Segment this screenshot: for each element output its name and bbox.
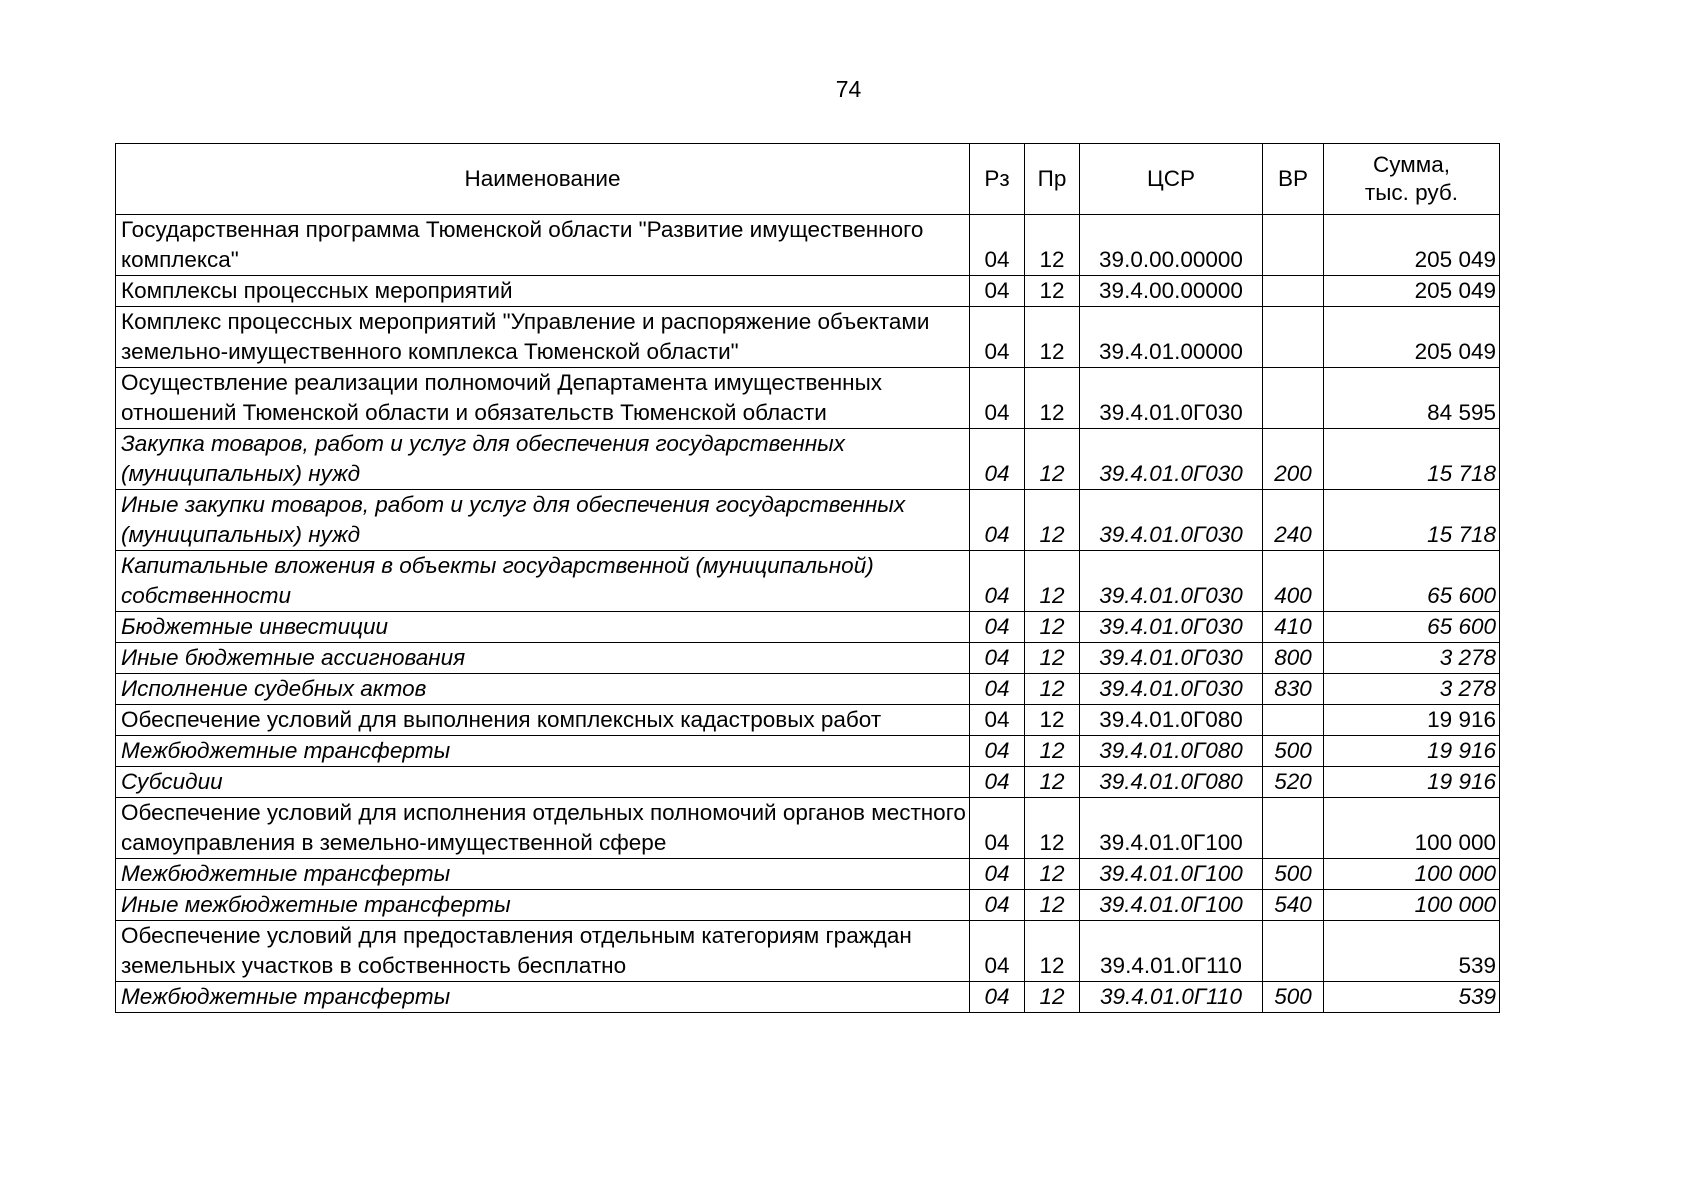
cell-name: Иные межбюджетные трансферты — [116, 890, 970, 921]
table-row — [116, 736, 1500, 767]
cell-sum: 84 595 — [1324, 368, 1500, 429]
cell-vr — [1263, 215, 1324, 276]
cell-name: Исполнение судебных актов — [116, 674, 970, 705]
cell-sum: 100 000 — [1324, 890, 1500, 921]
cell-name: Межбюджетные трансферты — [116, 982, 970, 1013]
cell-rz: 04 — [970, 612, 1025, 643]
cell-sum: 539 — [1324, 982, 1500, 1013]
table-row — [116, 307, 1500, 368]
cell-vr — [1263, 705, 1324, 736]
cell-pr: 12 — [1025, 612, 1080, 643]
cell-rz: 04 — [970, 307, 1025, 368]
cell-pr: 12 — [1025, 307, 1080, 368]
cell-csr: 39.4.01.0Г030 — [1080, 643, 1263, 674]
cell-rz: 04 — [970, 551, 1025, 612]
cell-csr: 39.4.01.0Г030 — [1080, 368, 1263, 429]
cell-csr: 39.4.00.00000 — [1080, 276, 1263, 307]
cell-name: Комплексы процессных мероприятий — [116, 276, 970, 307]
cell-csr: 39.4.01.0Г080 — [1080, 736, 1263, 767]
cell-csr: 39.4.01.0Г030 — [1080, 612, 1263, 643]
cell-rz: 04 — [970, 429, 1025, 490]
cell-rz: 04 — [970, 982, 1025, 1013]
cell-vr — [1263, 798, 1324, 859]
table-body — [116, 215, 1500, 1013]
cell-vr: 240 — [1263, 490, 1324, 551]
cell-rz: 04 — [970, 890, 1025, 921]
cell-vr: 540 — [1263, 890, 1324, 921]
header-csr: ЦСР — [1080, 144, 1263, 215]
cell-name: Обеспечение условий для выполнения комплексных кадастровых работ — [116, 705, 970, 736]
cell-csr: 39.4.01.0Г080 — [1080, 705, 1263, 736]
cell-name: Обеспечение условий для предоставления отдельным категориям граждан земельных участков в собственность бесплатно — [116, 921, 970, 982]
cell-pr: 12 — [1025, 736, 1080, 767]
cell-vr: 410 — [1263, 612, 1324, 643]
cell-name: Межбюджетные трансферты — [116, 736, 970, 767]
cell-sum: 539 — [1324, 921, 1500, 982]
cell-vr — [1263, 921, 1324, 982]
header-sum — [1324, 144, 1500, 215]
cell-rz: 04 — [970, 921, 1025, 982]
cell-rz: 04 — [970, 767, 1025, 798]
header-sum-line2: тыс. руб. — [1364, 180, 1459, 205]
cell-sum: 3 278 — [1324, 643, 1500, 674]
header-sum-line1: Сумма, — [1373, 152, 1450, 177]
cell-rz: 04 — [970, 368, 1025, 429]
cell-vr: 400 — [1263, 551, 1324, 612]
cell-rz: 04 — [970, 276, 1025, 307]
table-row — [116, 643, 1500, 674]
page-number: 74 — [835, 76, 862, 102]
table-row — [116, 798, 1500, 859]
cell-name: Обеспечение условий для исполнения отдельных полномочий органов местного самоуправления в земельно-имущественной сфере — [116, 798, 970, 859]
table-row — [116, 490, 1500, 551]
cell-csr: 39.4.01.0Г080 — [1080, 767, 1263, 798]
budget-table — [115, 143, 1500, 1013]
cell-sum: 100 000 — [1324, 798, 1500, 859]
cell-vr: 520 — [1263, 767, 1324, 798]
cell-pr: 12 — [1025, 767, 1080, 798]
cell-pr: 12 — [1025, 921, 1080, 982]
cell-vr — [1263, 307, 1324, 368]
cell-sum: 65 600 — [1324, 612, 1500, 643]
table-row — [116, 429, 1500, 490]
table-row — [116, 767, 1500, 798]
cell-rz: 04 — [970, 705, 1025, 736]
cell-pr: 12 — [1025, 705, 1080, 736]
cell-pr: 12 — [1025, 215, 1080, 276]
cell-csr: 39.4.01.0Г100 — [1080, 890, 1263, 921]
cell-name: Капитальные вложения в объекты государственной (муниципальной) собственности — [116, 551, 970, 612]
cell-sum: 19 916 — [1324, 705, 1500, 736]
cell-sum: 3 278 — [1324, 674, 1500, 705]
cell-pr: 12 — [1025, 490, 1080, 551]
cell-name: Комплекс процессных мероприятий "Управление и распоряжение объектами земельно-имущественного комплекса Тюменской области" — [116, 307, 970, 368]
cell-vr: 200 — [1263, 429, 1324, 490]
cell-name: Субсидии — [116, 767, 970, 798]
table-row — [116, 982, 1500, 1013]
cell-sum: 205 049 — [1324, 215, 1500, 276]
cell-rz: 04 — [970, 798, 1025, 859]
cell-rz: 04 — [970, 674, 1025, 705]
cell-name: Государственная программа Тюменской области "Развитие имущественного комплекса" — [116, 215, 970, 276]
table-row — [116, 674, 1500, 705]
table-row — [116, 705, 1500, 736]
cell-pr: 12 — [1025, 551, 1080, 612]
table-row — [116, 215, 1500, 276]
cell-pr: 12 — [1025, 429, 1080, 490]
cell-name: Иные бюджетные ассигнования — [116, 643, 970, 674]
cell-vr: 500 — [1263, 859, 1324, 890]
cell-vr: 830 — [1263, 674, 1324, 705]
cell-pr: 12 — [1025, 643, 1080, 674]
table-row — [116, 368, 1500, 429]
cell-csr: 39.4.01.0Г030 — [1080, 490, 1263, 551]
header-name: Наименование — [116, 144, 970, 215]
cell-csr: 39.4.01.0Г110 — [1080, 982, 1263, 1013]
table-header-row — [116, 144, 1500, 215]
cell-pr: 12 — [1025, 982, 1080, 1013]
cell-rz: 04 — [970, 736, 1025, 767]
cell-csr: 39.0.00.00000 — [1080, 215, 1263, 276]
cell-csr: 39.4.01.0Г100 — [1080, 859, 1263, 890]
cell-csr: 39.4.01.0Г110 — [1080, 921, 1263, 982]
cell-rz: 04 — [970, 643, 1025, 674]
cell-csr: 39.4.01.00000 — [1080, 307, 1263, 368]
cell-sum: 19 916 — [1324, 736, 1500, 767]
cell-sum: 205 049 — [1324, 307, 1500, 368]
table-row — [116, 276, 1500, 307]
table-row — [116, 612, 1500, 643]
cell-pr: 12 — [1025, 859, 1080, 890]
cell-name: Межбюджетные трансферты — [116, 859, 970, 890]
cell-pr: 12 — [1025, 674, 1080, 705]
cell-sum: 19 916 — [1324, 767, 1500, 798]
cell-csr: 39.4.01.0Г030 — [1080, 429, 1263, 490]
cell-rz: 04 — [970, 490, 1025, 551]
cell-rz: 04 — [970, 859, 1025, 890]
cell-name: Закупка товаров, работ и услуг для обеспечения государственных (муниципальных) нужд — [116, 429, 970, 490]
table-row — [116, 890, 1500, 921]
cell-rz: 04 — [970, 215, 1025, 276]
header-vr: ВР — [1263, 144, 1324, 215]
cell-pr: 12 — [1025, 890, 1080, 921]
cell-sum: 100 000 — [1324, 859, 1500, 890]
cell-vr — [1263, 276, 1324, 307]
cell-vr: 500 — [1263, 982, 1324, 1013]
cell-name: Осуществление реализации полномочий Департамента имущественных отношений Тюменской области и обязательств Тюменской области — [116, 368, 970, 429]
header-pr: Пр — [1025, 144, 1080, 215]
cell-vr — [1263, 368, 1324, 429]
table-row — [116, 921, 1500, 982]
cell-sum: 65 600 — [1324, 551, 1500, 612]
cell-csr: 39.4.01.0Г030 — [1080, 674, 1263, 705]
cell-vr: 800 — [1263, 643, 1324, 674]
cell-csr: 39.4.01.0Г100 — [1080, 798, 1263, 859]
table-row — [116, 551, 1500, 612]
cell-sum: 15 718 — [1324, 490, 1500, 551]
cell-name: Бюджетные инвестиции — [116, 612, 970, 643]
cell-pr: 12 — [1025, 276, 1080, 307]
header-rz: Рз — [970, 144, 1025, 215]
cell-csr: 39.4.01.0Г030 — [1080, 551, 1263, 612]
cell-pr: 12 — [1025, 368, 1080, 429]
cell-pr: 12 — [1025, 798, 1080, 859]
cell-sum: 205 049 — [1324, 276, 1500, 307]
table-row — [116, 859, 1500, 890]
cell-vr: 500 — [1263, 736, 1324, 767]
cell-name: Иные закупки товаров, работ и услуг для обеспечения государственных (муниципальных) нужд — [116, 490, 970, 551]
cell-sum: 15 718 — [1324, 429, 1500, 490]
